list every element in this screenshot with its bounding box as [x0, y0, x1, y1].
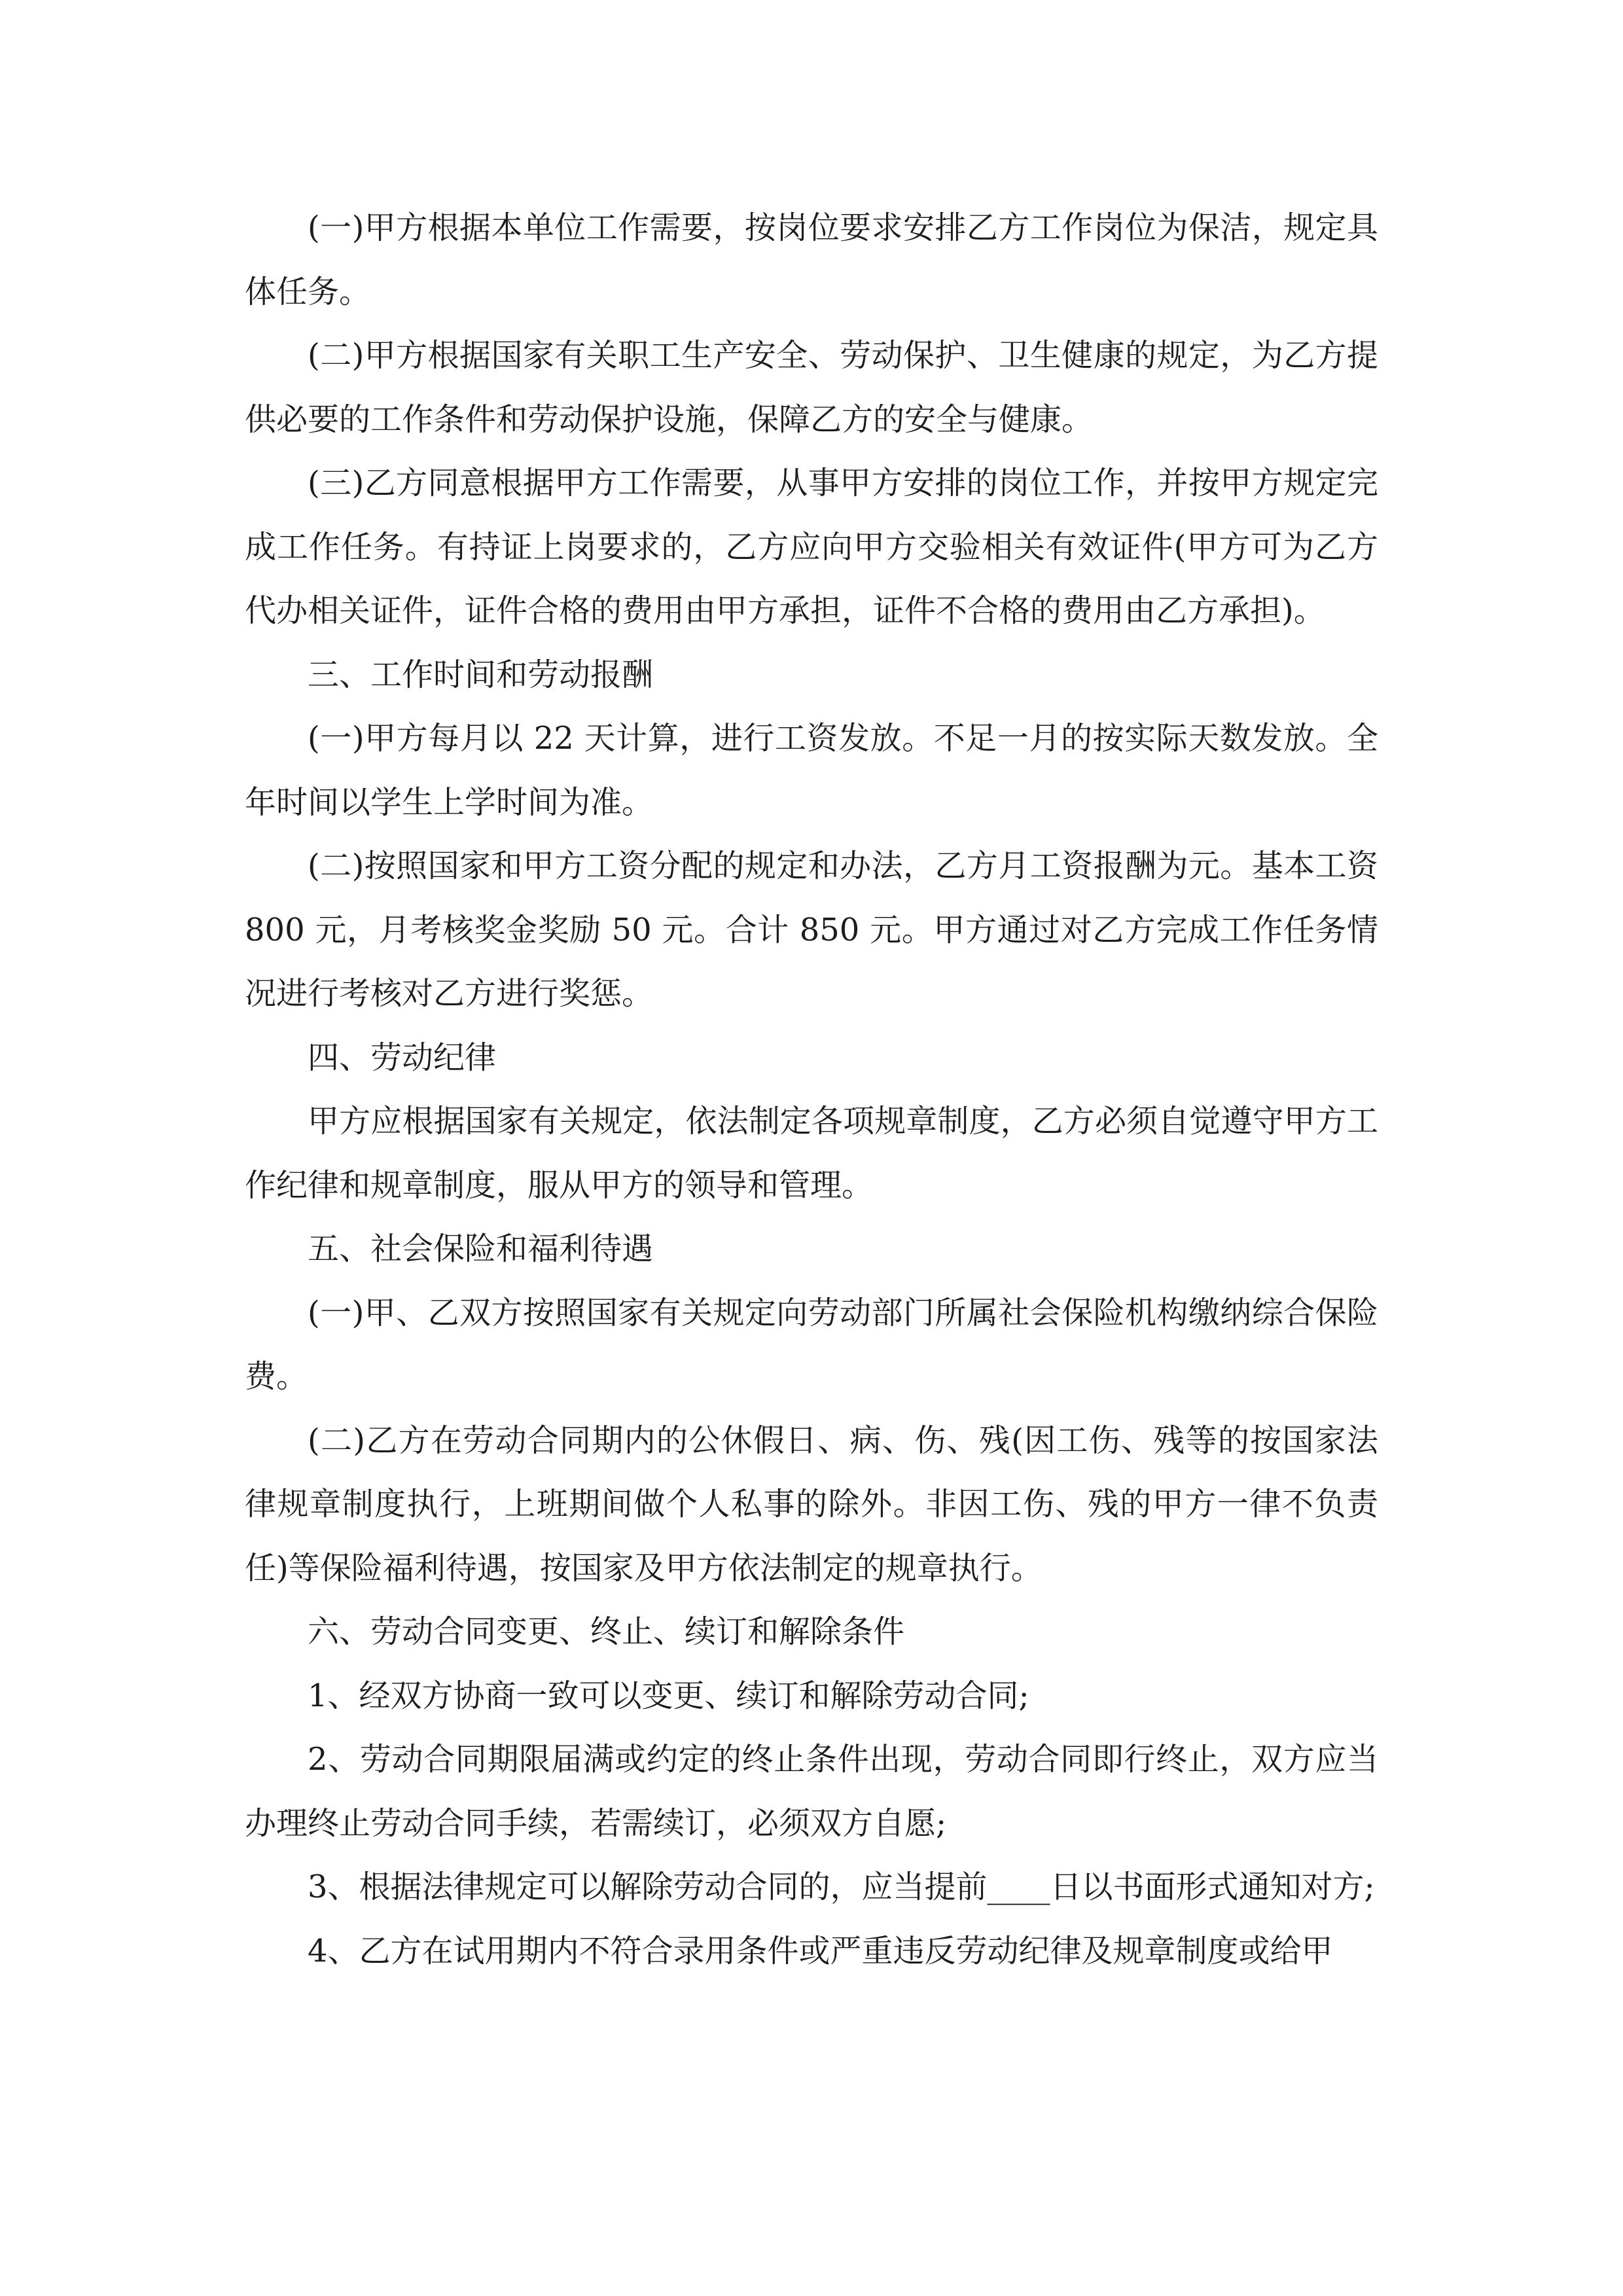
section-heading: 六、劳动合同变更、终止、续订和解除条件	[308, 1613, 905, 1650]
clause-paragraph: (三)乙方同意根据甲方工作需要，从事甲方安排的岗位工作，并按甲方规定完成工作任务。有持证上岗要求的，乙方应向甲方交验相关有效证件(甲方可为乙方代办相关证件，证件合格的费用由甲方承担，证件不合格的费用由乙方承担)。	[245, 465, 1378, 629]
clause-paragraph: 3、根据法律规定可以解除劳动合同的，应当提前____日以书面形式通知对方;	[308, 1869, 1375, 1905]
section-heading: 五、社会保险和福利待遇	[308, 1230, 654, 1267]
clause-paragraph: 4、乙方在试用期内不符合录用条件或严重违反劳动纪律及规章制度或给甲	[308, 1932, 1333, 1969]
contract-body	[245, 196, 1378, 1983]
clause-paragraph: (一)甲方根据本单位工作需要，按岗位要求安排乙方工作岗位为保洁，规定具体任务。	[245, 209, 1378, 310]
clause-paragraph: (二)甲方根据国家有关职工生产安全、劳动保护、卫生健康的规定，为乙方提供必要的工作条件和劳动保护设施，保障乙方的安全与健康。	[245, 337, 1378, 438]
clause-paragraph: (二)按照国家和甲方工资分配的规定和办法，乙方月工资报酬为元。基本工资 800 元，月考核奖金奖励 50 元。合计 850 元。甲方通过对乙方完成工作任务情况进行考核对乙方进行奖惩。	[245, 848, 1378, 1012]
clause-paragraph: 甲方应根据国家有关规定，依法制定各项规章制度，乙方必须自觉遵守甲方工作纪律和规章制度，服从甲方的领导和管理。	[245, 1103, 1378, 1204]
section-heading: 三、工作时间和劳动报酬	[308, 656, 654, 693]
clause-paragraph: (一)甲方每月以 22 天计算，进行工资发放。不足一月的按实际天数发放。全年时间以学生上学时间为准。	[245, 720, 1378, 821]
clause-paragraph: (一)甲、乙双方按照国家有关规定向劳动部门所属社会保险机构缴纳综合保险费。	[245, 1294, 1378, 1395]
section-heading: 四、劳动纪律	[308, 1039, 497, 1076]
clause-paragraph: (二)乙方在劳动合同期内的公休假日、病、伤、残(因工伤、残等的按国家法律规章制度执行，上班期间做个人私事的除外。非因工伤、残的甲方一律不负责任)等保险福利待遇，按国家及甲方依法制定的规章执行。	[245, 1422, 1378, 1587]
clause-paragraph: 1、经双方协商一致可以变更、续订和解除劳动合同;	[308, 1677, 1029, 1714]
clause-paragraph: 2、劳动合同期限届满或约定的终止条件出现，劳动合同即行终止，双方应当办理终止劳动合同手续，若需续订，必须双方自愿;	[245, 1741, 1378, 1842]
